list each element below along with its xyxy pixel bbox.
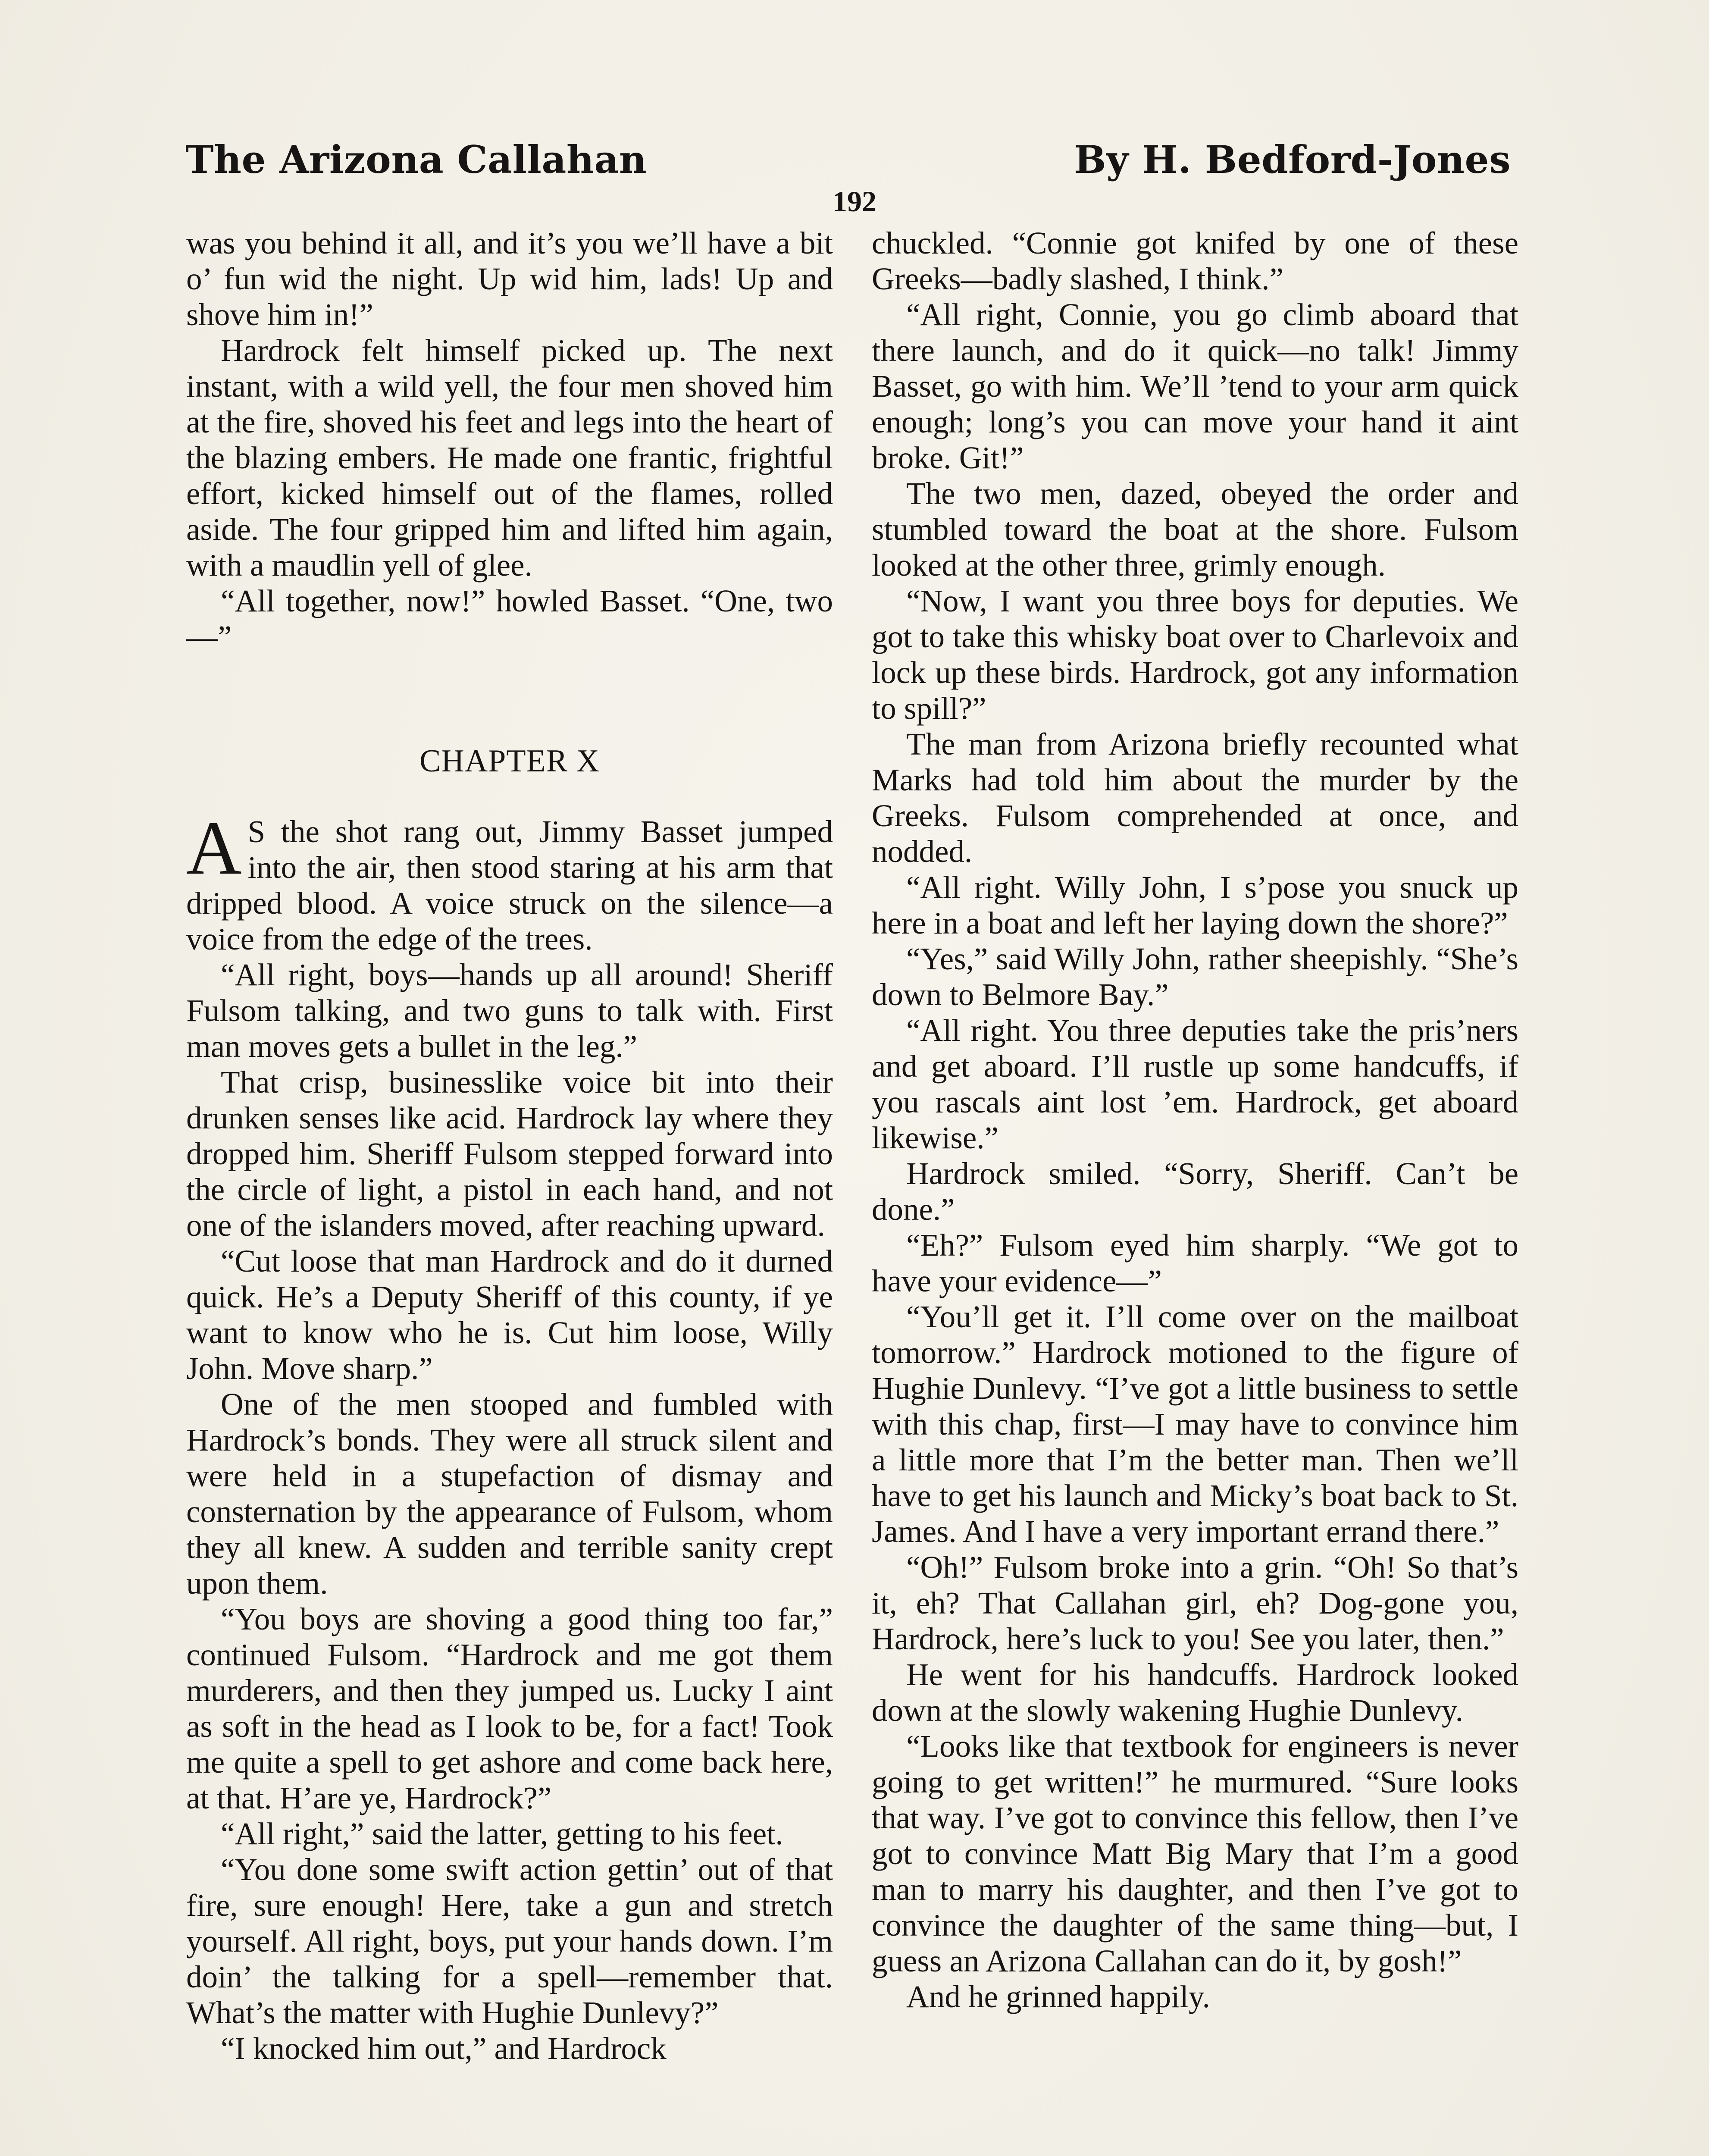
chapter-opening-paragraph [186,805,833,957]
paragraph: And he grinned happily. [906,1979,1210,2014]
paragraph: “All right, Connie, you go climb aboard that there launch, and do it quick—no talk! Jimmy Basset, go with him. We’ll ’tend to your arm quick enough; long’s you can move your hand it aint broke. Git!” [872,297,1518,475]
paragraph: “All right. Willy John, I s’pose you snuck up here in a boat and left her laying down the shore?” [872,870,1518,940]
paragraph: “All right,” said the latter, getting to his feet. [221,1816,783,1851]
paragraph: “Looks like that textbook for engineers is never going to get written!” he murmured. “Sure looks that way. I’ve got to convince this fellow, then I’ve got to convince Matt Big Mary that I’m a good man to marry his daughter, and then I’ve got to convince the daughter of the same thing—but, I guess an Arizona Callahan can do it, by gosh!” [872,1729,1518,1978]
paragraph: chuckled. “Connie got knifed by one of these Greeks—badly slashed, I think.” [872,226,1518,296]
paragraph: He went for his handcuffs. Hardrock looked down at the slowly wakening Hughie Dunlevy. [872,1657,1518,1728]
paragraph: “You boys are shoving a good thing too far,” continued Fulsom. “Hardrock and me got them murderers, and then they jumped us. Lucky I aint as soft in the head as I look to be, for a fact! Took me quite a spell to get ashore and come back here, at that. H’are ye, Hardrock?” [186,1601,833,1815]
paragraph: “Now, I want you three boys for deputies. We got to take this whisky boat over to Charlevoix and lock up these birds. Hardrock, got any information to spill?” [872,583,1518,726]
paragraph: That crisp, businesslike voice bit into their drunken senses like acid. Hardrock lay where they dropped him. Sheriff Fulsom stepped forward into the circle of light, a pistol in each hand, and not one of the islanders moved, after reaching upward. [186,1065,833,1243]
paragraph: “All together, now!” howled Basset. “One, two—” [186,583,833,654]
story-author: By H. Bedford-Jones [1074,137,1511,182]
paragraph: The man from Arizona briefly recounted what Marks had told him about the murder by the Greeks. Fulsom comprehended at once, and nodded. [872,727,1518,869]
story-title: The Arizona Callahan [185,137,647,182]
paragraph: One of the men stooped and fumbled with Hardrock’s bonds. They were all struck silent and were held in a stupefaction of dismay and consternation by the appearance of Fulsom, whom they all knew. A sudden and terrible sanity crept upon them. [186,1387,833,1601]
paragraph: was you behind it all, and it’s you we’ll have a bit o’ fun wid the night. Up wid him, lads! Up and shove him in!” [186,226,833,332]
page-number: 192 [833,185,876,218]
paragraph: “All right, boys—hands up all around! Sheriff Fulsom talking, and two guns to talk with. First man moves gets a bullet in the leg.” [186,957,833,1064]
running-header [185,137,1511,185]
paragraph: “You’ll get it. I’ll come over on the mailboat tomorrow.” Hardrock motioned to the figure of Hughie Dunlevy. “I’ve got a little business to settle with this chap, first—I may have to convince him a little more that I’m the better man. Then we’ll have to get his launch and Micky’s boat back to St. James. And I have a very important errand there.” [872,1299,1518,1549]
paragraph: Hardrock smiled. “Sorry, Sheriff. Can’t be done.” [872,1156,1518,1227]
paragraph: “Eh?” Fulsom eyed him sharply. “We got to have your evidence—” [872,1228,1518,1298]
chapter-heading: CHAPTER X [419,743,600,779]
left-column [186,225,833,2066]
opening-text: S the shot rang out, Jimmy Basset jumped into the air, then stood staring at his arm that dripped blood. A voice struck on the silence—a voice from the edge of the trees. [186,814,833,956]
right-column [872,225,1518,2015]
paragraph: “Yes,” said Willy John, rather sheepishly. “She’s down to Belmore Bay.” [872,941,1518,1012]
drop-cap: A [186,805,242,890]
paragraph: “All right. You three deputies take the pris’ners and get aboard. I’ll rustle up some handcuffs, if you rascals aint lost ’em. Hardrock, get aboard likewise.” [872,1013,1518,1155]
paragraph: “Oh!” Fulsom broke into a grin. “Oh! So that’s it, eh? That Callahan girl, eh? Dog-gone you, Hardrock, here’s luck to you! See you later, then.” [872,1550,1518,1656]
paragraph: “Cut loose that man Hardrock and do it durned quick. He’s a Deputy Sheriff of this county, if ye want to know who he is. Cut him loose, Willy John. Move sharp.” [186,1244,833,1386]
paragraph: Hardrock felt himself picked up. The next instant, with a wild yell, the four men shoved him at the fire, shoved his feet and legs into the heart of the blazing embers. He made one frantic, frightful effort, kicked himself out of the flames, rolled aside. The four gripped him and lifted him again, with a maudlin yell of glee. [186,333,833,583]
paragraph: “I knocked him out,” and Hardrock [221,2031,667,2066]
paragraph: The two men, dazed, obeyed the order and stumbled toward the boat at the shore. Fulsom looked at the other three, grimly enough. [872,476,1518,583]
paragraph: “You done some swift action gettin’ out of that fire, sure enough! Here, take a gun and stretch yourself. All right, boys, put your hands down. I’m doin’ the talking for a spell—remember that. What’s the matter with Hughie Dunlevy?” [186,1852,833,2030]
